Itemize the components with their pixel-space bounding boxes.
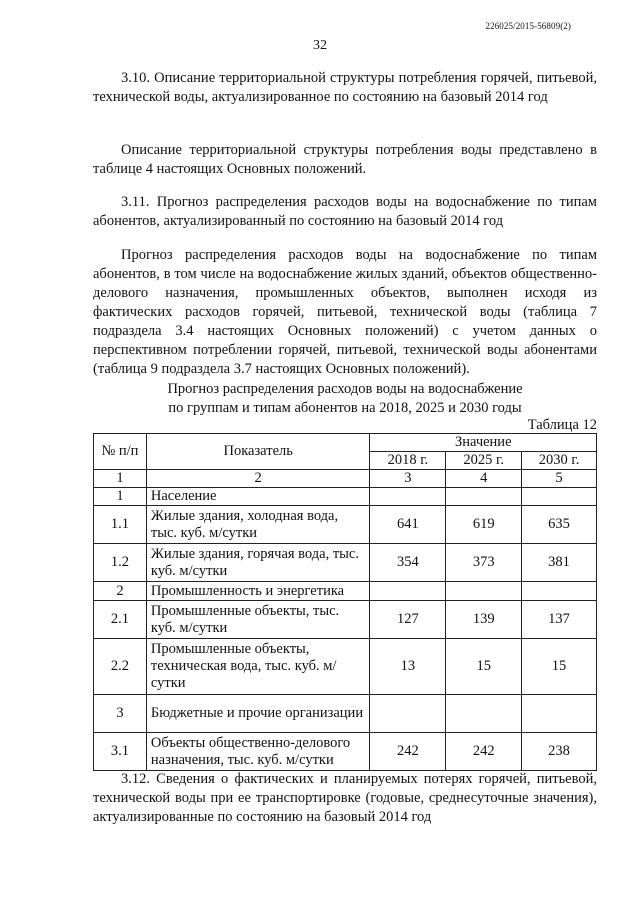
row-value-2018 bbox=[370, 582, 446, 601]
row-value-2030 bbox=[522, 488, 597, 506]
section-heading-3-10: 3.10. Описание территориальной структуры потребления горячей, питьевой, технической воды, актуализированное по состоянию на базовый 2014 год bbox=[93, 70, 597, 105]
section-heading-3-11: 3.11. Прогноз распределения расходов воды на водоснабжение по типам абонентов, актуализированный по состоянию на базовый 2014 год bbox=[93, 194, 597, 229]
row-value-2018: 641 bbox=[370, 506, 446, 544]
row-indicator: Бюджетные и прочие организации bbox=[146, 695, 370, 733]
paragraph-3-10: Описание территориальной структуры потребления воды представлено в таблице 4 настоящих Основных положений. bbox=[93, 142, 597, 177]
header-value: Значение bbox=[370, 434, 597, 452]
header-year-2030: 2030 г. bbox=[522, 452, 597, 470]
row-value-2025: 373 bbox=[446, 544, 522, 582]
col-number: 4 bbox=[446, 470, 522, 488]
row-value-2025 bbox=[446, 488, 522, 506]
row-num: 1 bbox=[94, 488, 147, 506]
row-value-2025: 242 bbox=[446, 733, 522, 771]
table-title-line-1: Прогноз распределения расходов воды на водоснабжение bbox=[167, 381, 523, 397]
row-num: 2.1 bbox=[94, 601, 147, 639]
row-value-2018: 13 bbox=[370, 639, 446, 695]
table-row bbox=[94, 639, 597, 695]
row-indicator: Объекты общественно-делового назначения, тыс. куб. м/сутки bbox=[146, 733, 370, 771]
row-indicator: Промышленные объекты, тыс. куб. м/сутки bbox=[146, 601, 370, 639]
row-value-2030: 635 bbox=[522, 506, 597, 544]
row-indicator: Промышленные объекты, техническая вода, тыс. куб. м/сутки bbox=[146, 639, 370, 695]
row-num: 2 bbox=[94, 582, 147, 601]
water-distribution-table bbox=[93, 433, 597, 771]
table-row bbox=[94, 544, 597, 582]
row-value-2018: 127 bbox=[370, 601, 446, 639]
col-number: 2 bbox=[146, 470, 370, 488]
row-num: 3.1 bbox=[94, 733, 147, 771]
row-value-2025: 15 bbox=[446, 639, 522, 695]
row-indicator: Жилые здания, горячая вода, тыс. куб. м/сутки bbox=[146, 544, 370, 582]
col-number: 5 bbox=[522, 470, 597, 488]
row-indicator: Промышленность и энергетика bbox=[146, 582, 370, 601]
row-num: 2.2 bbox=[94, 639, 147, 695]
row-value-2025: 619 bbox=[446, 506, 522, 544]
page-number: 32 bbox=[313, 38, 327, 53]
column-number-row bbox=[94, 470, 597, 488]
row-indicator: Жилые здания, холодная вода, тыс. куб. м/сутки bbox=[146, 506, 370, 544]
table-row bbox=[94, 488, 597, 506]
row-value-2030: 15 bbox=[522, 639, 597, 695]
section-heading-3-12: 3.12. Сведения о фактических и планируемых потерях горячей, питьевой, технической воды при ее транспортировке (годовые, среднесуточные значения), актуализированные по состоянию на базовый 2014 год bbox=[93, 771, 597, 825]
table-caption: Таблица 12 bbox=[527, 417, 597, 433]
header-year-2018: 2018 г. bbox=[370, 452, 446, 470]
row-indicator: Население bbox=[146, 488, 370, 506]
row-value-2018 bbox=[370, 695, 446, 733]
row-value-2025 bbox=[446, 582, 522, 601]
table-row bbox=[94, 582, 597, 601]
row-value-2018 bbox=[370, 488, 446, 506]
row-value-2030 bbox=[522, 582, 597, 601]
header-num: № п/п bbox=[94, 434, 147, 470]
header-indicator: Показатель bbox=[146, 434, 370, 470]
table-row bbox=[94, 733, 597, 771]
col-number: 3 bbox=[370, 470, 446, 488]
table-row bbox=[94, 506, 597, 544]
row-num: 3 bbox=[94, 695, 147, 733]
row-num: 1.2 bbox=[94, 544, 147, 582]
row-value-2018: 354 bbox=[370, 544, 446, 582]
row-value-2025 bbox=[446, 695, 522, 733]
col-number: 1 bbox=[94, 470, 147, 488]
paragraph-3-11: Прогноз распределения расходов воды на водоснабжение по типам абонентов, в том числе на водоснабжение жилых зданий, объектов общественно-делового назначения, промышленных объектов, выполнен исходя из фактических расходов горячей, питьевой, технической воды (таблица 7 подраздела 3.4 настоящих Основных положений) с учетом данных о перспективном потреблении горячей, питьевой, технической воды абонентами (таблица 9 подраздела 3.7 настоящих Основных положений). bbox=[93, 247, 597, 377]
table-title bbox=[93, 380, 597, 418]
table-title-line-2: по группам и типам абонентов на 2018, 2025 и 2030 годы bbox=[168, 400, 522, 416]
row-value-2025: 139 bbox=[446, 601, 522, 639]
row-value-2030 bbox=[522, 695, 597, 733]
row-num: 1.1 bbox=[94, 506, 147, 544]
row-value-2018: 242 bbox=[370, 733, 446, 771]
table-row bbox=[94, 695, 597, 733]
row-value-2030: 238 bbox=[522, 733, 597, 771]
row-value-2030: 137 bbox=[522, 601, 597, 639]
document-id: 226025/2015-56809(2) bbox=[485, 21, 571, 31]
header-year-2025: 2025 г. bbox=[446, 452, 522, 470]
row-value-2030: 381 bbox=[522, 544, 597, 582]
table-row bbox=[94, 601, 597, 639]
